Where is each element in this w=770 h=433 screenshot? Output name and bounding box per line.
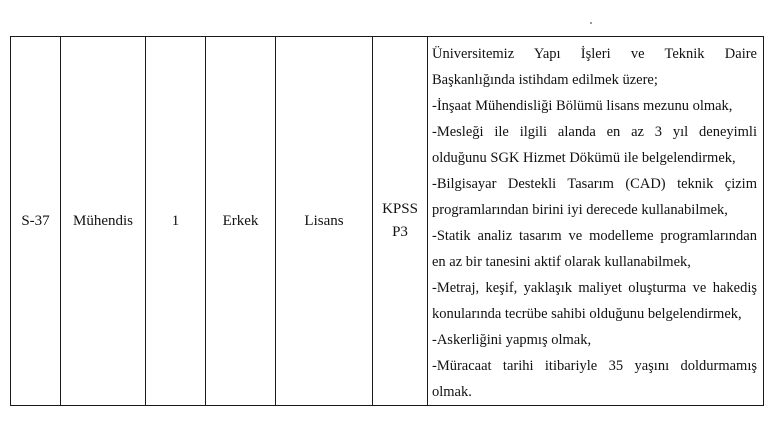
exam-type: KPSS — [382, 201, 418, 217]
position-title: Mühendis — [73, 213, 133, 229]
requirement-line: Başkanlığında istihdam edilmek üzere; — [432, 72, 658, 88]
requirement-line: -Metraj, keşif, yaklaşık maliyet oluşturma ve hakediş — [432, 280, 757, 296]
requirement-line: -Askerliğini yapmış olmak, — [432, 332, 592, 348]
job-posting-table — [10, 36, 764, 406]
requirement-line: -İnşaat Mühendisliği Bölümü lisans mezunu olmak, — [432, 98, 733, 114]
requirement-line: -Bilgisayar Destekli Tasarım (CAD) teknik çizim — [432, 176, 757, 192]
requirements-cell — [428, 37, 764, 406]
requirements-list — [432, 41, 757, 405]
exam-score-type: P3 — [392, 224, 408, 240]
requirement-line: -Müracaat tarihi itibariyle 35 yaşını doldurmamış — [432, 358, 757, 374]
table-row — [11, 37, 764, 406]
gender-value: Erkek — [222, 213, 259, 229]
requirement-line: en az bir tanesini aktif olarak kullanabilmek, — [432, 254, 691, 270]
requirement-line: konularında tecrübe sahibi olduğunu belgelendirmek, — [432, 306, 742, 322]
exam-cell — [373, 37, 428, 406]
education-level: Lisans — [304, 213, 344, 229]
requirement-line: Üniversitemiz Yapı İşleri ve Teknik Daire — [432, 46, 757, 62]
education-cell — [276, 37, 373, 406]
position-code-cell — [11, 37, 61, 406]
requirement-line: -Statik analiz tasarım ve modelleme programlarından — [432, 228, 757, 244]
scan-artifact-dot — [590, 22, 592, 24]
requirement-line: -Mesleği ile ilgili alanda en az 3 yıl deneyimli — [432, 124, 757, 140]
position-title-cell — [61, 37, 146, 406]
position-count-cell — [146, 37, 206, 406]
gender-cell — [206, 37, 276, 406]
position-count: 1 — [171, 213, 180, 229]
requirement-line: olduğunu SGK Hizmet Dökümü ile belgelendirmek, — [432, 150, 736, 166]
requirement-line: olmak. — [432, 384, 472, 400]
requirement-line: programlarından birini iyi derecede kullanabilmek, — [432, 202, 728, 218]
position-code: S-37 — [21, 213, 50, 229]
